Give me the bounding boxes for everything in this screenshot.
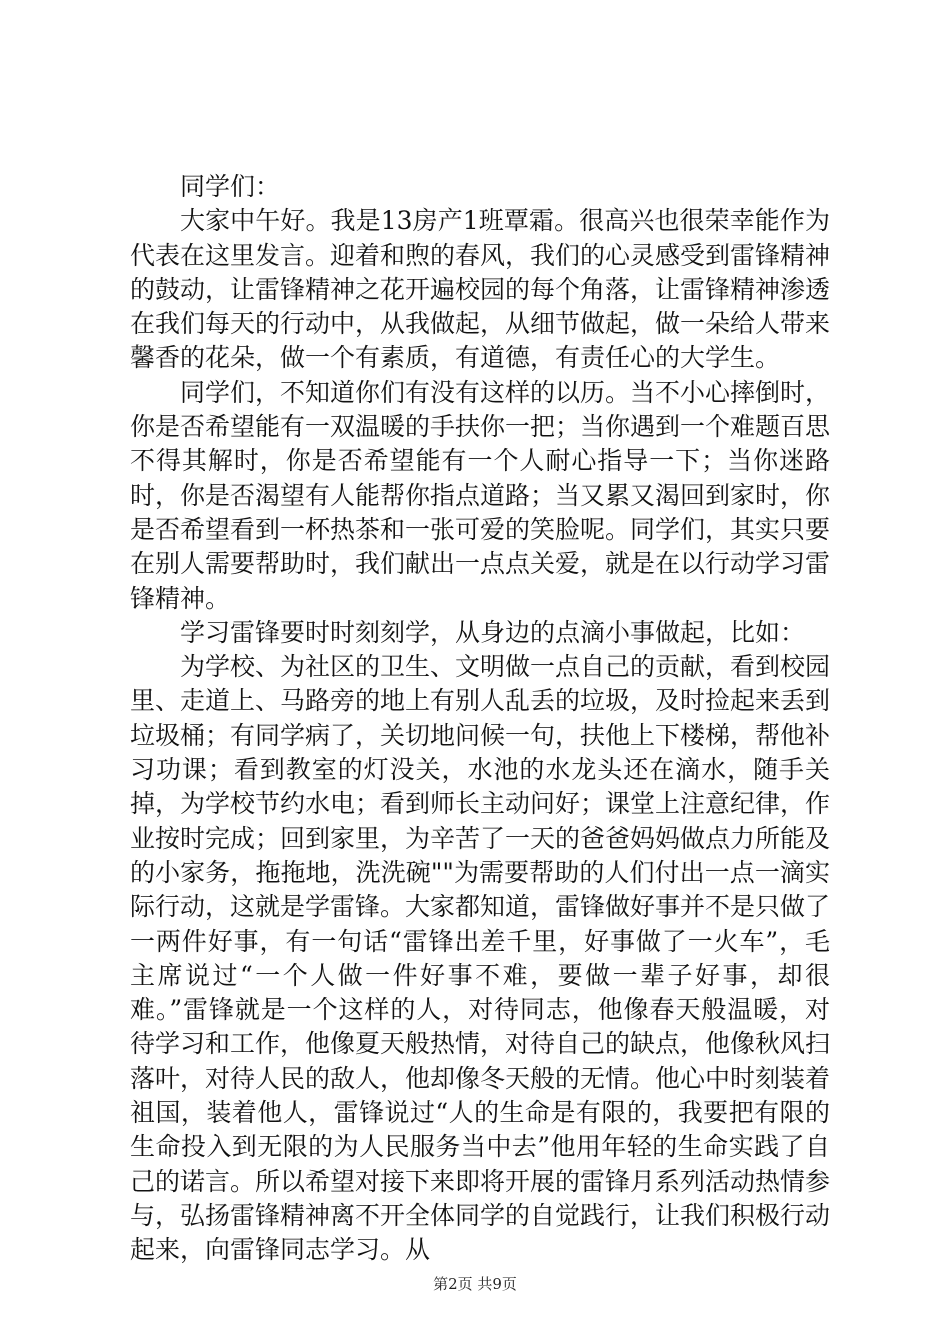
document-body [130, 170, 830, 1268]
examples-paragraph: 为学校、为社区的卫生、文明做一点自己的贡献，看到校园里、走道上、马路旁的地上有别人乱丢的垃圾，及时捡起来丢到垃圾桶；有同学病了，关切地问候一句，扶他上下楼梯，帮他补习功课；看到教室的灯没关，水池的水龙头还在滴水，随手关掉，为学校节约水电；看到师长主动问好；课堂上注意纪律，作业按时完成；回到家里，为辛苦了一天的爸爸妈妈做点力所能及的小家务，拖拖地，洗洗碗""为需要帮助的人们付出一点一滴实际行动，这就是学雷锋。大家都知道，雷锋做好事并不是只做了一两件好事，有一句话“雷锋出差千里，好事做了一火车”，毛主席说过“一个人做一件好事不难，要做一辈子好事，却很难。”雷锋就是一个这样的人，对待同志，他像春天般温暖，对待学习和工作，他像夏天般热情，对待自己的缺点，他像秋风扫落叶，对待人民的敌人，他却像冬天般的无情。他心中时刻装着祖国，装着他人，雷锋说过“人的生命是有限的，我要把有限的生命投入到无限的为人民服务当中去”他用年轻的生命实践了自己的诺言。所以希望对接下来即将开展的雷锋月系列活动热情参与，弘扬雷锋精神离不开全体同学的自觉践行，让我们积极行动起来，向雷锋同志学习。从 [130, 652, 831, 1265]
question-paragraph: 同学们，不知道你们有没有这样的以历。当不小心摔倒时，你是否希望能有一双温暖的手扶你一把；当你遇到一个难题百思不得其解时，你是否希望能有一个人耐心指导一下；当你迷路时，你是否渴望有人能帮你指点道路；当又累又渴回到家时，你是否希望看到一杯热茶和一张可爱的笑脸呢。同学们，其实只要在别人需要帮助时，我们献出一点点关爱，就是在以行动学习雷锋精神。 [130, 377, 831, 613]
page-number-footer: 第2页 共9页 [433, 1275, 517, 1293]
greeting-paragraph: 同学们： [180, 172, 281, 201]
lead-in-paragraph: 学习雷锋要时时刻刻学，从身边的点滴小事做起，比如： [180, 617, 806, 647]
intro-paragraph: 大家中午好。我是13房产1班覃霜。很高兴也很荣幸能作为代表在这里发言。迎着和煦的春风，我们的心灵感受到雷锋精神的鼓动，让雷锋精神之花开遍校园的每个角落，让雷锋精神渗透在我们每天的行动中，从我做起，从细节做起，做一朵给人带来馨香的花朵，做一个有素质，有道德，有责任心的大学生。 [130, 206, 831, 373]
